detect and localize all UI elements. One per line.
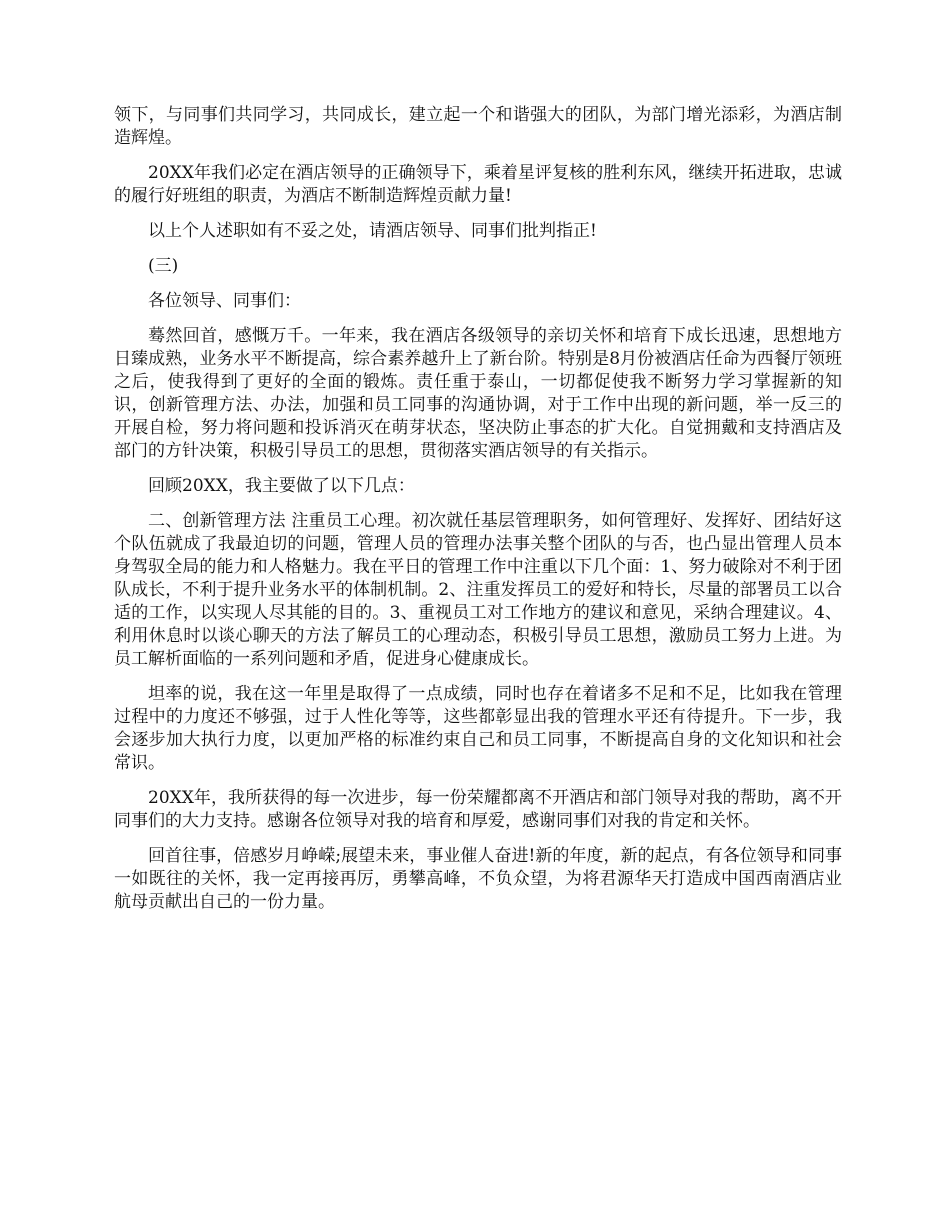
paragraph-7: 回顾20XX，我主要做了以下几点： <box>148 476 415 496</box>
paragraph-continuation: 领下，与同事们共同学习，共同成长，建立起一个和谐强大的团队，为部门增光添彩，为酒店制造辉煌。 <box>114 105 842 148</box>
paragraph-10: 20XX年，我所获得的每一次进步，每一份荣耀都离不开酒店和部门领导对我的帮助，离不开同事们的大力支持。感谢各位领导对我的培育和厚爱，感谢同事们对我的肯定和关怀。 <box>114 788 842 831</box>
paragraph-3: 以上个人述职如有不妥之处，请酒店领导、同事们批判指正! <box>148 221 597 241</box>
paragraph-11: 回首往事，倍感岁月峥嵘;展望未来，事业催人奋进!新的年度，新的起点，有各位领导和同事一如既往的关怀，我一定再接再厉，勇攀高峰，不负众望，为将君源华天打造成中国西南酒店业航母贡献出自己的一份力量。 <box>114 846 842 912</box>
paragraph-6: 蓦然回首，感慨万千。一年来，我在酒店各级领导的亲切关怀和培育下成长迅速，思想地方日臻成熟，业务水平不断提高，综合素养越升上了新台阶。特别是8月份被酒店任命为西餐厅领班之后，使我得到了更好的全面的锻炼。责任重于泰山，一切都促使我不断努力学习掌握新的知识，创新管理方法、办法，加强和员工同事的沟通协调，对于工作中出现的新问题，举一反三的开展自检，努力将问题和投诉消灭在萌芽状态，坚决防止事态的扩大化。自觉拥戴和支持酒店及部门的方针决策，积极引导员工的思想，贯彻落实酒店领导的有关指示。 <box>114 326 842 461</box>
paragraph-9: 坦率的说，我在这一年里是取得了一点成绩，同时也存在着诸多不足和不足，比如我在管理过程中的力度还不够强，过于人性化等等，这些都彰显出我的管理水平还有待提升。下一步，我会逐步加大执行力度，以更加严格的标准约束自己和员工同事，不断提高自身的文化知识和社会常识。 <box>114 684 842 773</box>
salutation: 各位领导、同事们： <box>148 291 301 311</box>
paragraph-2: 20XX年我们必定在酒店领导的正确领导下，乘着星评复核的胜利东风，继续开拓进取，忠诚的履行好班组的职责，为酒店不断制造辉煌贡献力量! <box>114 163 842 206</box>
document-body <box>114 104 842 926</box>
section-heading: (三) <box>148 256 179 276</box>
paragraph-8: 二、创新管理方法 注重员工心理。初次就任基层管理职务，如何管理好、发挥好、团结好这个队伍就成了我最迫切的问题，管理人员的管理办法事关整个团队的与否，也凸显出管理人员本身驾驭全局的能力和人格魅力。我在平日的管理工作中注重以下几个面：1、努力破除对不利于团队成长，不利于提升业务水平的体制机制。2、注重发挥员工的爱好和特长，尽量的部署员工以合适的工作，以实现人尽其能的目的。3、重视员工对工作地方的建议和意见，采纳合理建议。4、利用休息时以谈心聊天的方法了解员工的心理动态，积极引导员工思想，激励员工努力上进。为员工解析面临的一系列问题和矛盾，促进身心健康成长。 <box>114 511 842 669</box>
